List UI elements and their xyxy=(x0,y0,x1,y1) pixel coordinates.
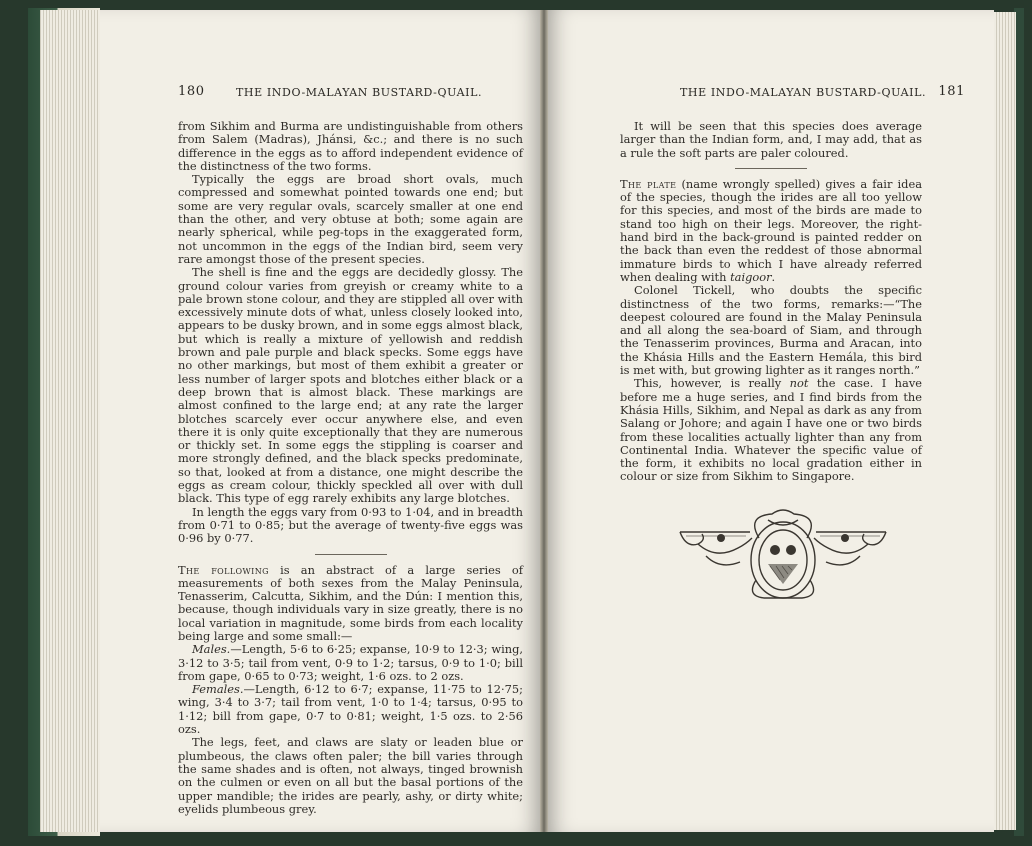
left-page-number: 180 xyxy=(178,84,205,99)
however-italic: not xyxy=(789,376,809,391)
plate-lead: The plate xyxy=(620,176,677,191)
paragraph-shell: The shell is fine and the eggs are decidedly glossy. The ground colour varies from greyish or creamy white to a pale brown stone colour, and they are stippled all over with excessively minute dots of what, unless closely looked into, appears to be dusky brown, and in some eggs almost black, but which is really a mixture of yellowish and reddish brown and pale purple and black specks. Some eggs have no other markings, but most of them exhibit a greater or less number of larger spots and blotches either black or a deep brown that is almost black. These markings are almost confined to the large end; at any rate the larger blotches scarcely ever occur anywhere else, and even there it is only quite exceptionally that they are numerous or thickly set. In some eggs the stippling is coarser and more strongly defined, and the black specks predominate, so that, looked at from a distance, one might describe the eggs as cream colour, thickly speckled all over with dull black. This type of egg rarely exhibits any large blotches. xyxy=(178,265,523,506)
females-measurements: —Length, 6·12 to 6·7; expanse, 11·75 to 12·75; wing, 3·4 to 3·7; tail from vent, 1·0 to 1·4; tarsus, 0·95 to 1·12; bill from gape, 0·7 to 0·81; weight, 1·5 ozs. to 2·56 ozs. xyxy=(178,682,523,737)
book-gutter xyxy=(540,10,548,832)
page-edges-right xyxy=(994,12,1016,830)
paragraph-comparison: It will be seen that this species does average larger than the Indian form, and, I may add, that as a rule the soft parts are paler coloured. xyxy=(620,119,922,160)
paragraph-egg-shape: Typically the eggs are broad short ovals, much compressed and somewhat pointed towards one end; but some are very regular ovals, scarcely smaller at one end than the other, and very obtuse at both; some again are nearly spherical, while peg-tops in the exaggerated form, not uncommon in the eggs of the Indian bird, seem very rare amongst those of the present species. xyxy=(178,172,523,266)
plate-italic: taigoor xyxy=(730,269,772,284)
section-lead-text: is an abstract of a large series of measurements of both sexes from the Malay Peninsula, Tenasserim, Calcutta, Sikhim, and the Dún: I mention this, because, though individuals vary in size greatly, there is no local variation in magnitude, some birds from each locality being large and some small:— xyxy=(178,562,523,643)
paragraph-females xyxy=(178,683,523,736)
section-divider xyxy=(315,554,387,555)
paragraph-tickell: Colonel Tickell, who doubts the specific distinctness of the two forms, remarks:—“The deepest coloured are found in the Malay Peninsula and all along the sea-board of Siam, and through the Tenasserim provinces, Burma and Aracan, into the Khásia Hills and the Eastern Hemála, this bird is met with, but growing lighter as it ranges north.” xyxy=(620,283,922,378)
paragraph-however xyxy=(620,377,922,483)
paragraph-egg-size: In length the eggs vary from 0·93 to 1·04, and in breadth from 0·71 to 0·85; but the average of twenty-five eggs was 0·96 by 0·77. xyxy=(178,504,523,546)
paragraph-soft-parts: The legs, feet, and claws are slaty or leaden blue or plumbeous, the claws often paler; the bill varies through the same shades and is often, not always, tinged brownish on the culmen or even on all but the basal portions of the upper mandible; the irides are pearly, ashy, or dirty white; eyelids plumbeous grey. xyxy=(178,735,523,816)
males-measurements: —Length, 5·6 to 6·25; expanse, 10·9 to 12·3; wing, 3·12 to 3·5; tail from vent, 0·9 to 1·2; tarsus, 0·9 to 1·0; bill from gape, 0·65 to 0·73; weight, 1·6 ozs. to 2 ozs. xyxy=(178,642,523,683)
paragraph-males xyxy=(178,643,523,683)
males-label: Males. xyxy=(192,642,231,657)
females-label: Females. xyxy=(192,682,244,697)
page-edges-left xyxy=(40,10,104,832)
paragraph-continuation: from Sikhim and Burma are undistinguishable from others from Salem (Madras), Jhánsi, &c.; and there is no such difference in the eggs as to afford independent evidence of the distinctness of the two forms. xyxy=(178,119,523,173)
section-divider xyxy=(735,168,807,169)
section-lead: The following xyxy=(178,562,269,577)
right-page-number: 181 xyxy=(938,84,965,99)
tailpiece-ornament-icon xyxy=(676,508,890,602)
plate-text-1: (name wrongly spelled) gives a fair idea of the species, though the irides are all too yellow for this species, and most of the birds are made to stand too high on their legs. Moreover, the right-hand bird in the back-ground is painted redder on the back than even the reddest of those abnormal immature birds to which I have already referred when dealing with xyxy=(620,176,922,284)
right-text-column xyxy=(620,120,922,484)
left-running-title: THE INDO-MALAYAN BUSTARD-QUAIL. xyxy=(236,86,483,99)
however-text-1: This, however, is really xyxy=(634,376,790,391)
right-running-title: THE INDO-MALAYAN BUSTARD-QUAIL. xyxy=(680,86,927,99)
left-text-column xyxy=(178,120,523,816)
paragraph-measurements xyxy=(178,564,523,644)
paragraph-plate xyxy=(620,178,922,284)
plate-text-2: . xyxy=(771,269,776,284)
however-text-2: the case. I have before me a huge series, and I find birds from the Khásia Hills, Sikhim, and Nepal as dark as any from Salang or Johore; and again I have one or two birds from these localities actually lighter than any from Continental India. Whatever the specific value of the form, it exhibits no local gradation either in colour or size from Sikhim to Singapore. xyxy=(620,376,922,484)
